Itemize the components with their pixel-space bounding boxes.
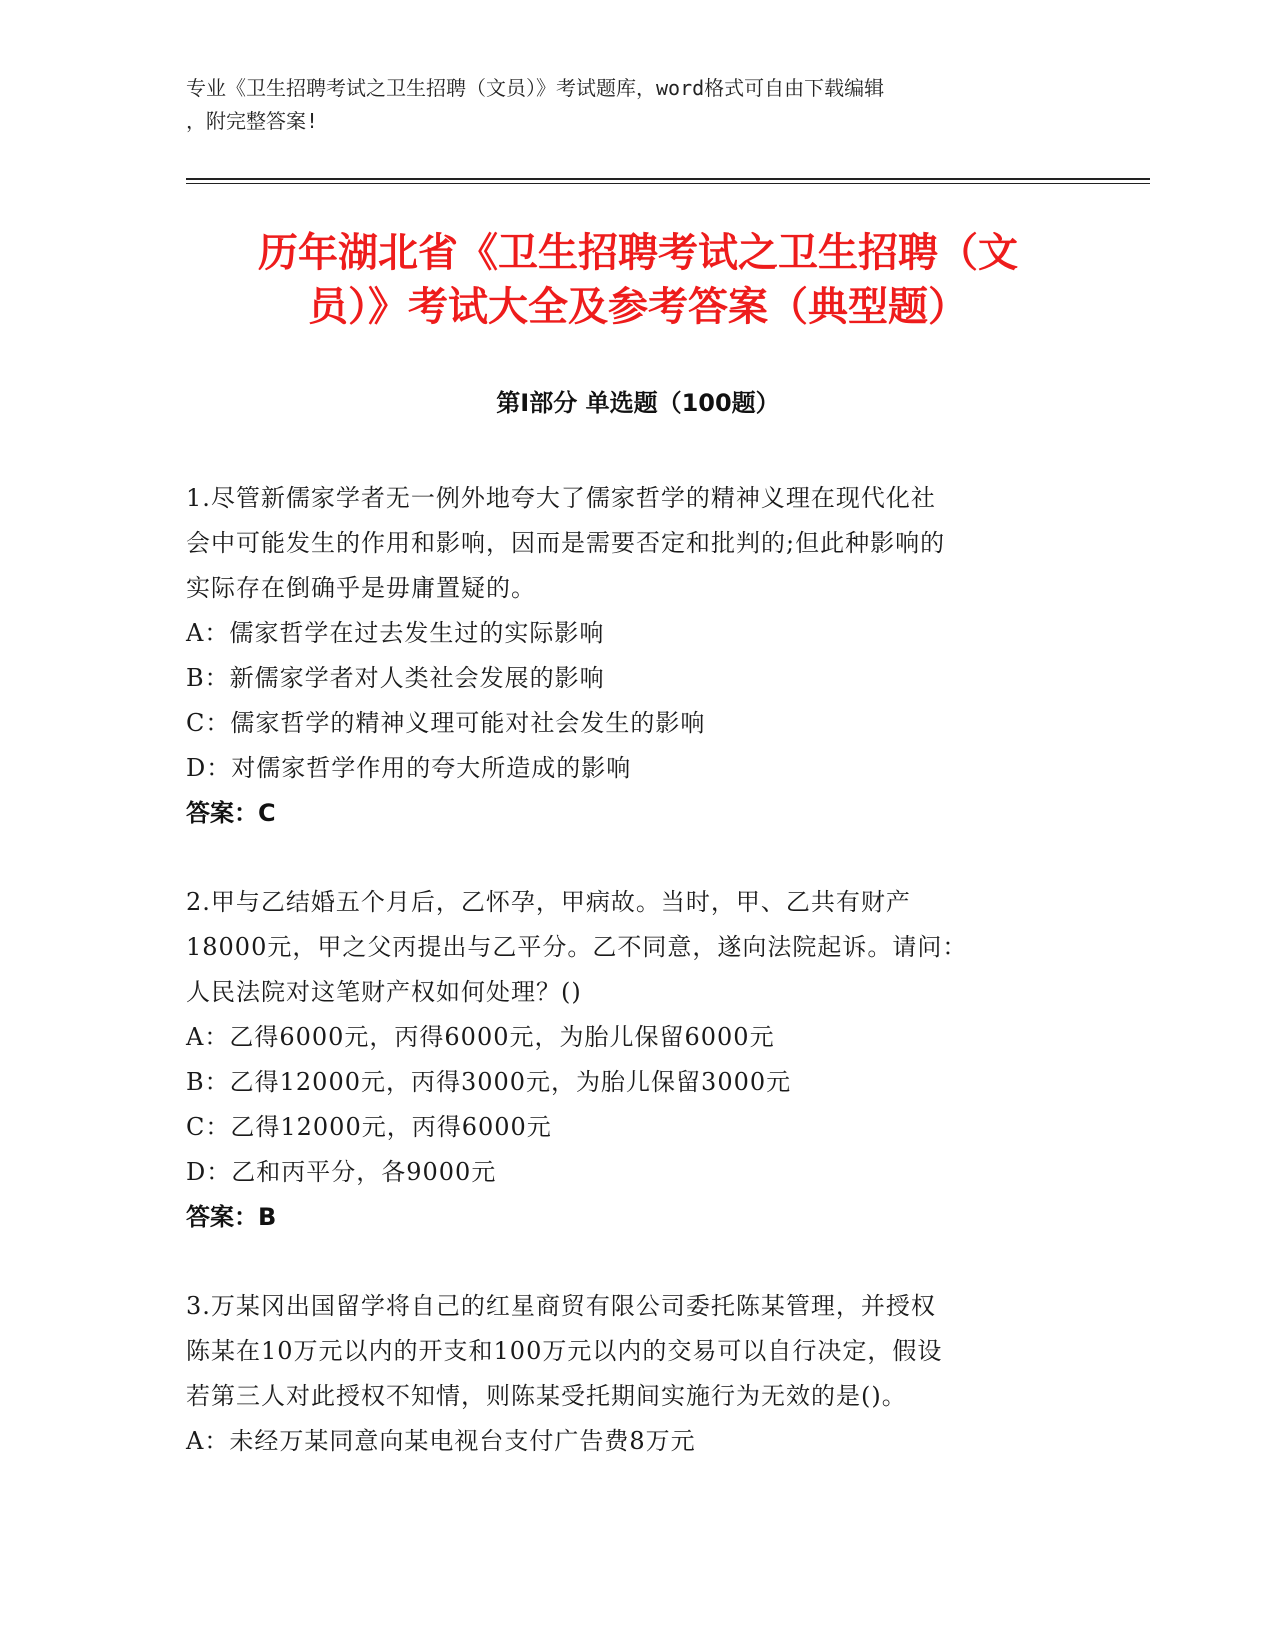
document-title: [186, 226, 1090, 334]
header-line-2: ，附完整答案!: [186, 109, 319, 133]
question-item: [186, 880, 1066, 1240]
title-line-1: 历年湖北省《卫生招聘考试之卫生招聘（文: [258, 230, 1018, 276]
question-item: [186, 1284, 1066, 1464]
question-stem-line: 若第三人对此授权不知情，则陈某受托期间实施行为无效的是()。: [186, 1382, 907, 1410]
question-list: [186, 476, 1066, 1508]
question-stem-line: 会中可能发生的作用和影响，因而是需要否定和批判的;但此种影响的: [186, 529, 946, 557]
header-line-1: 专业《卫生招聘考试之卫生招聘（文员）》考试题库，word格式可自由下载编辑: [186, 76, 885, 100]
option-b: B：乙得12000元，丙得3000元，为胎儿保留3000元: [186, 1068, 792, 1096]
title-line-2: 员）》考试大全及参考答案（典型题）: [308, 284, 968, 330]
question-stem-line: 18000元，甲之父丙提出与乙平分。乙不同意，遂向法院起诉。请问：: [186, 933, 968, 961]
question-stem-line: 实际存在倒确乎是毋庸置疑的。: [186, 574, 536, 602]
question-stem-line: 人民法院对这笔财产权如何处理？(): [186, 978, 582, 1006]
question-stem: [186, 476, 1066, 611]
option-c: C：乙得12000元，丙得6000元: [186, 1113, 552, 1141]
answer-label: 答案：B: [186, 1203, 277, 1231]
question-stem: [186, 1284, 1066, 1419]
option-a: A：儒家哲学在过去发生过的实际影响: [186, 619, 605, 647]
option-a: A：乙得6000元，丙得6000元，为胎儿保留6000元: [186, 1023, 775, 1051]
question-item: [186, 476, 1066, 836]
document-header: [186, 72, 1066, 138]
question-stem: [186, 880, 1066, 1015]
question-stem-line: 1.尽管新儒家学者无一例外地夸大了儒家哲学的精神义理在现代化社: [186, 484, 936, 512]
question-stem-line: 3.万某冈出国留学将自己的红星商贸有限公司委托陈某管理，并授权: [186, 1292, 936, 1320]
option-a: A：未经万某同意向某电视台支付广告费8万元: [186, 1427, 696, 1455]
option-b: B：新儒家学者对人类社会发展的影响: [186, 664, 605, 692]
option-c: C：儒家哲学的精神义理可能对社会发生的影响: [186, 709, 706, 737]
question-stem-line: 陈某在10万元以内的开支和100万元以内的交易可以自行决定，假设: [186, 1337, 943, 1365]
answer-label: 答案：C: [186, 799, 276, 827]
option-d: D：乙和丙平分，各9000元: [186, 1158, 497, 1186]
section-title: 第I部分 单选题（100题）: [496, 389, 780, 417]
question-stem-line: 2.甲与乙结婚五个月后，乙怀孕，甲病故。当时，甲、乙共有财产: [186, 888, 911, 916]
option-d: D：对儒家哲学作用的夸大所造成的影响: [186, 754, 632, 782]
header-divider-thin: [186, 183, 1150, 184]
header-divider-thick: [186, 178, 1150, 180]
